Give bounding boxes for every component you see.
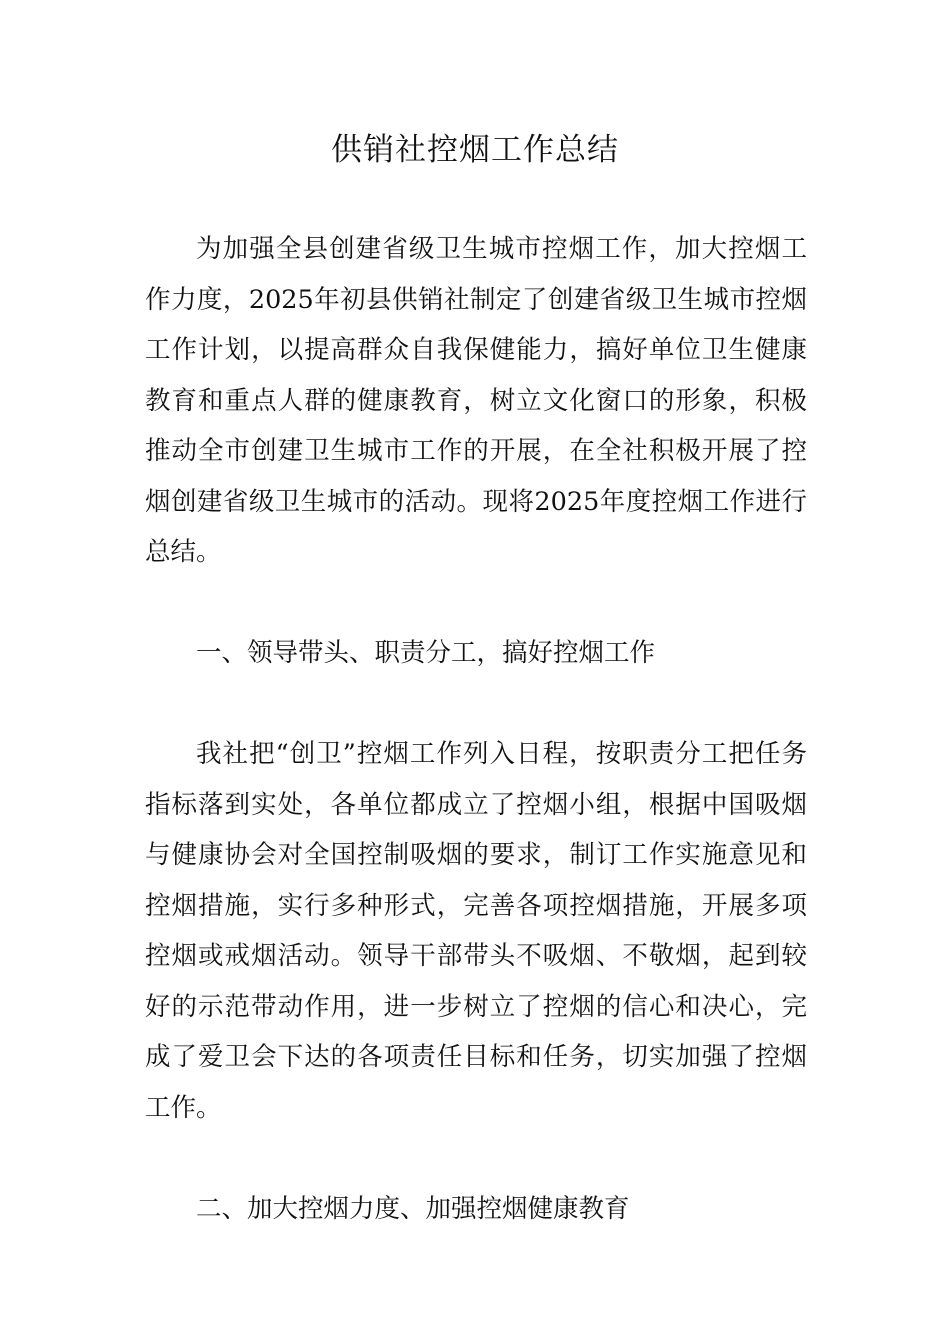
paragraph-section-1: 我社把“创卫”控烟工作列入日程，按职责分工把任务指标落到实处，各单位都成立了控烟小组，根据中国吸烟与健康协会对全国控制吸烟的要求，制订工作实施意见和控烟措施，实行多种形式，完善各项控烟措施，开展多项控烟或戒烟活动。领导干部带头不吸烟、不敬烟，起到较好的示范带动作用，进一步树立了控烟的信心和决心，完成了爱卫会下达的各项责任目标和任务，切实加强了控烟工作。 <box>145 739 807 1123</box>
section-heading-1: 一、领导带头、职责分工，搞好控烟工作 <box>196 638 656 668</box>
document-body <box>145 224 807 1234</box>
paragraph-spacer <box>145 679 807 730</box>
section-heading-2: 二、加大控烟力度、加强控烟健康教育 <box>196 1193 630 1224</box>
paragraph-spacer <box>145 1133 807 1184</box>
paragraph-intro: 为加强全县创建省级卫生城市控烟工作，加大控烟工作力度，2025年初县供销社制定了创建省级卫生城市控烟工作计划，以提高群众自我保健能力，搞好单位卫生健康教育和重点人群的健康教育，树立文化窗口的形象，积极推动全市创建卫生城市工作的开展，在全社积极开展了控烟创建省级卫生城市的活动。现将2025年度控烟工作进行总结。 <box>145 234 807 567</box>
document-title: 供销社控烟工作总结 <box>331 132 619 168</box>
paragraph-spacer <box>145 578 807 629</box>
